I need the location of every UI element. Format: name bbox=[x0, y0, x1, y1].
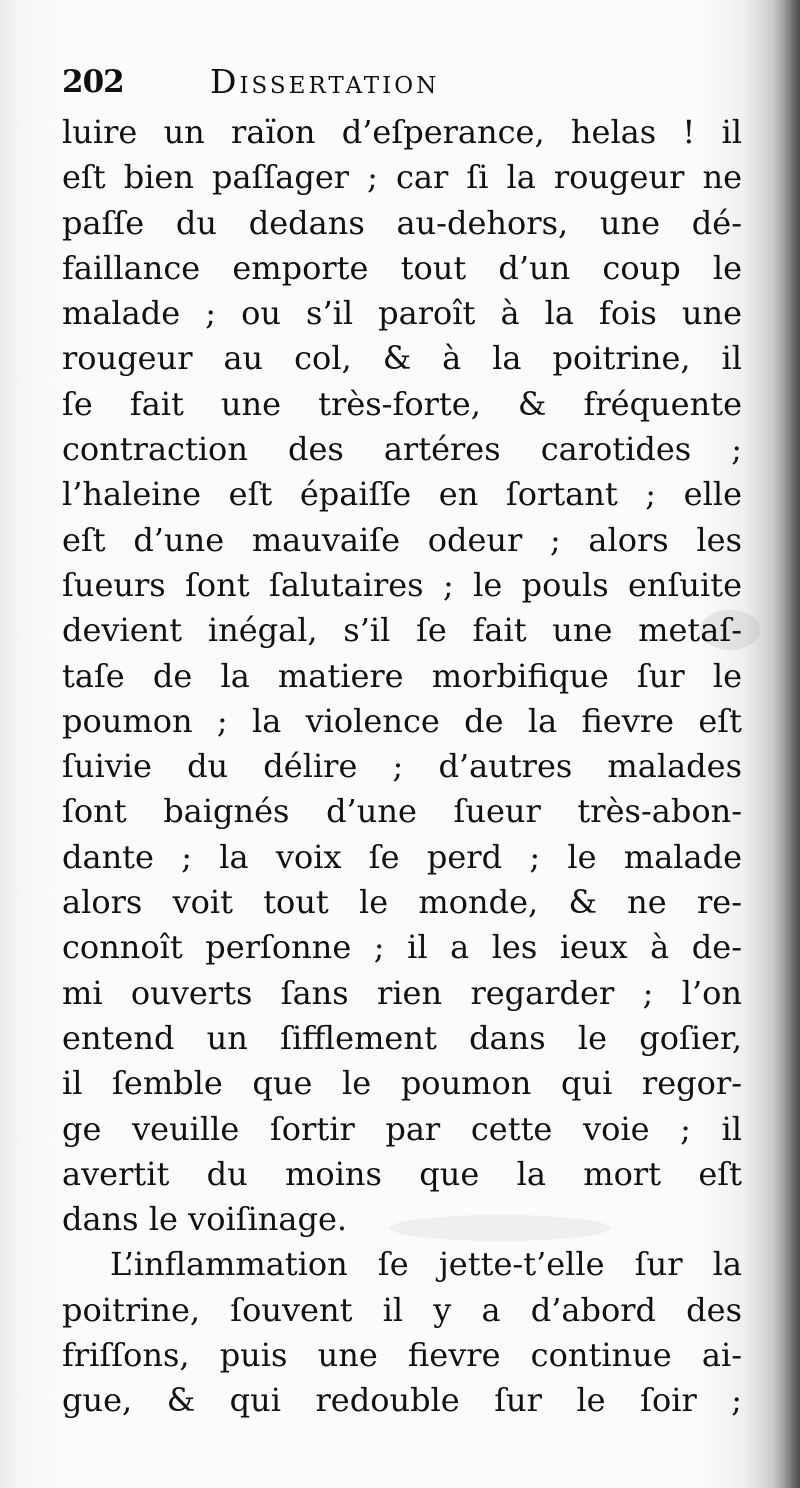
running-header bbox=[62, 58, 752, 108]
paragraph-start-line: L’inflammation ſe jette-t’elle ſur la bbox=[110, 1245, 742, 1284]
text-line: ſont baignés d’une ſueur très-abon- bbox=[62, 792, 742, 831]
paragraph-end-line: dans le voiſinage. bbox=[62, 1200, 348, 1239]
text-line: ſe fait une très-forte, & fréquente bbox=[62, 384, 742, 423]
text-line: alors voit tout le monde, & ne re- bbox=[62, 883, 742, 922]
text-line: devient inégal, s’il ſe fait une metaſ- bbox=[62, 611, 742, 650]
running-head-title: Dissertation bbox=[210, 62, 440, 101]
text-line: il ſemble que le poumon qui regor- bbox=[62, 1064, 742, 1103]
text-line: luire un raïon d’eſperance, helas ! il bbox=[62, 113, 742, 151]
text-line: eſt bien paſſager ; car ſi la rougeur ne bbox=[62, 158, 742, 197]
text-line: contraction des artéres carotides ; bbox=[62, 430, 742, 469]
text-line: connoît perſonne ; il a les ieux à de- bbox=[62, 928, 742, 967]
text-line: dante ; la voix ſe perd ; le malade bbox=[62, 837, 742, 876]
text-line: friſſons, puis une fievre continue ai- bbox=[62, 1336, 742, 1375]
text-line: mi ouverts ſans rien regarder ; l’on bbox=[62, 973, 742, 1012]
text-line: avertit du moins que la mort eſt bbox=[62, 1154, 742, 1193]
text-line: gue, & qui redouble ſur le ſoir ; bbox=[62, 1381, 742, 1420]
text-line: poitrine, ſouvent il y a d’abord des bbox=[62, 1290, 742, 1329]
page-number: 202 bbox=[62, 64, 124, 100]
text-line: l’haleine eſt épaiſſe en ſortant ; elle bbox=[62, 475, 742, 514]
body-text bbox=[62, 110, 742, 1424]
text-line: eſt d’une mauvaiſe odeur ; alors les bbox=[62, 520, 742, 559]
page-edge-shadow bbox=[772, 0, 800, 1488]
text-line: ge veuille ſortir par cette voie ; il bbox=[62, 1109, 742, 1148]
text-line: rougeur au col, & à la poitrine, il bbox=[62, 339, 742, 378]
text-line: ſuivie du délire ; d’autres malades bbox=[62, 747, 742, 786]
text-line: faillance emporte tout d’un coup le bbox=[62, 248, 742, 287]
text-line: taſe de la matiere morbifique ſur le bbox=[62, 656, 742, 695]
text-line: paſſe du dedans au-dehors, une dé- bbox=[62, 203, 742, 242]
text-line: ſueurs ſont ſalutaires ; le pouls enſuite bbox=[62, 565, 742, 604]
text-line: poumon ; la violence de la fievre eſt bbox=[62, 701, 742, 740]
text-line: entend un ſifflement dans le goſier, bbox=[62, 1018, 742, 1057]
text-line: malade ; ou s’il paroît à la fois une bbox=[62, 294, 742, 333]
